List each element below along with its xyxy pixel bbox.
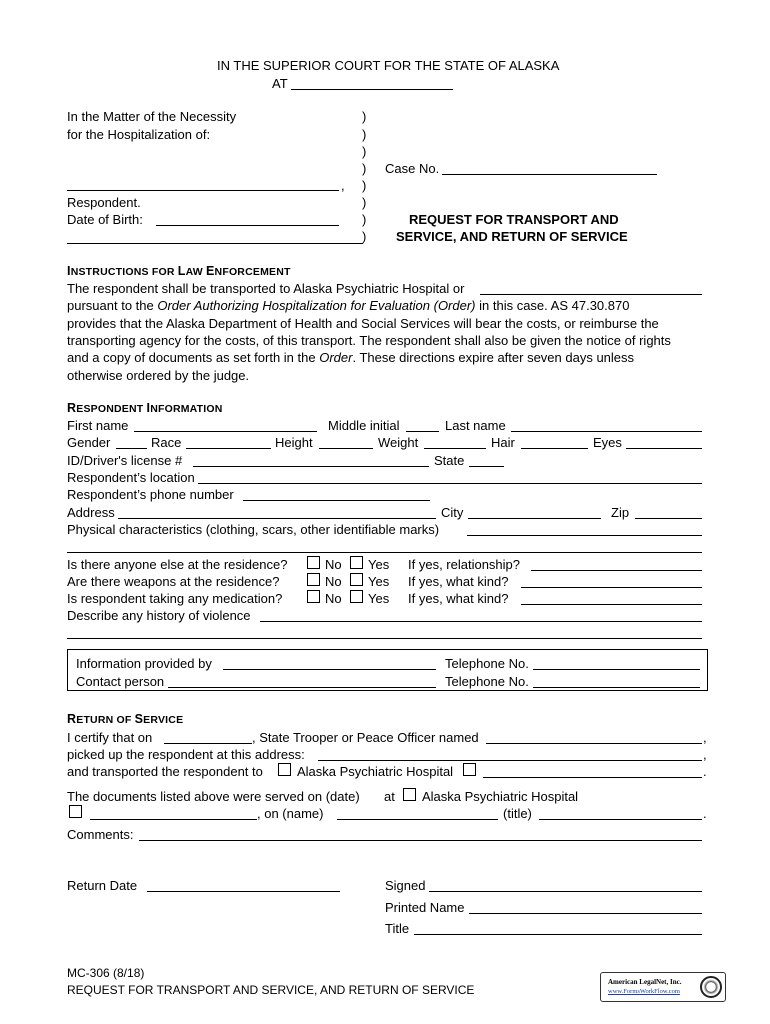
- weapons-yes-checkbox[interactable]: [350, 573, 363, 586]
- location-label: Respondent’s location: [67, 470, 195, 485]
- question-medication: Is respondent taking any medication?: [67, 591, 283, 606]
- medication-yes-checkbox[interactable]: [350, 590, 363, 603]
- transport-other-field[interactable]: [483, 777, 702, 778]
- instructions-line-2: pursuant to the Order Authorizing Hospitalization for Evaluation (Order) in this case. AS 47.30.870: [67, 298, 630, 313]
- height-label: Height: [275, 435, 313, 450]
- no-label: No: [325, 574, 342, 589]
- form-number: MC-306 (8/18): [67, 966, 145, 980]
- respondent-label: Respondent.: [67, 195, 141, 210]
- form-title-line-1: REQUEST FOR TRANSPORT AND: [409, 212, 619, 227]
- telephone-field[interactable]: [533, 669, 700, 670]
- served-title-field[interactable]: [539, 819, 702, 820]
- caption-paren: ): [362, 109, 367, 124]
- state-field[interactable]: [469, 466, 504, 467]
- address-field[interactable]: [118, 518, 436, 519]
- picked-up-label: picked up the respondent at this address:: [67, 747, 305, 762]
- instructions-line-6: otherwise ordered by the judge.: [67, 368, 250, 383]
- race-label: Race: [151, 435, 182, 450]
- question-weapons: Are there weapons at the residence?: [67, 574, 280, 589]
- transport-other-checkbox[interactable]: [463, 763, 476, 776]
- weight-field[interactable]: [424, 448, 486, 449]
- question-residence-others: Is there anyone else at the residence?: [67, 557, 288, 572]
- weapons-kind-label: If yes, what kind?: [408, 574, 509, 589]
- height-field[interactable]: [319, 448, 373, 449]
- on-name-label: , on (name): [257, 806, 324, 821]
- certify-label: I certify that on: [67, 730, 153, 745]
- caption-paren: ): [362, 212, 367, 227]
- caption-paren: ): [362, 178, 367, 193]
- middle-initial-label: Middle initial: [328, 418, 400, 433]
- middle-initial-field[interactable]: [406, 431, 439, 432]
- hair-label: Hair: [491, 435, 515, 450]
- phone-label: Respondent’s phone number: [67, 487, 234, 502]
- caption-paren: ): [362, 229, 367, 244]
- contact-person-field[interactable]: [168, 687, 436, 688]
- medication-kind-field[interactable]: [521, 604, 702, 605]
- title-paren-label: (title): [503, 806, 532, 821]
- first-name-label: First name: [67, 418, 129, 433]
- relationship-field[interactable]: [531, 570, 702, 571]
- served-other-checkbox[interactable]: [69, 805, 82, 818]
- caption-paren: ): [362, 127, 367, 142]
- weapons-no-checkbox[interactable]: [307, 573, 320, 586]
- weight-label: Weight: [378, 435, 419, 450]
- physical-field-line-2[interactable]: [67, 552, 702, 553]
- served-aph-checkbox[interactable]: [403, 788, 416, 801]
- transported-label: and transported the respondent to: [67, 764, 263, 779]
- phone-field[interactable]: [243, 500, 430, 501]
- city-field[interactable]: [468, 518, 601, 519]
- telephone-label: Telephone No.: [445, 674, 529, 689]
- docs-at-label: at: [384, 789, 395, 804]
- comments-field[interactable]: [139, 840, 702, 841]
- relationship-label: If yes, relationship?: [408, 557, 521, 572]
- violence-field-line-2[interactable]: [67, 638, 702, 639]
- return-of-service-heading: RETURN OF SERVICE: [67, 712, 184, 726]
- last-name-label: Last name: [445, 418, 506, 433]
- no-label: No: [325, 557, 342, 572]
- state-label: State: [434, 453, 465, 468]
- certify-date-field[interactable]: [164, 743, 252, 744]
- id-license-label: ID/Driver's license #: [67, 453, 183, 468]
- medication-kind-label: If yes, what kind?: [408, 591, 509, 606]
- docs-served-label: The documents listed above were served on (date): [67, 789, 360, 804]
- zip-label: Zip: [611, 505, 630, 520]
- american-legalnet-logo: American LegalNet, Inc. www.FormsWorkFlow.com: [600, 972, 726, 1002]
- served-other-field[interactable]: [90, 819, 257, 820]
- telephone-label: Telephone No.: [445, 656, 529, 671]
- address-label: Address: [67, 505, 115, 520]
- instructions-line-4: transporting agency for the costs, of this transport. The respondent shall also be given the notice of rights: [67, 333, 671, 348]
- weapons-kind-field[interactable]: [521, 587, 702, 588]
- caption-paren: ): [362, 195, 367, 210]
- title-field[interactable]: [414, 934, 702, 935]
- printed-name-label: Printed Name: [385, 900, 465, 915]
- title-label: Title: [385, 921, 410, 936]
- pickup-comma: ,: [703, 747, 707, 762]
- case-no-label: Case No.: [385, 161, 440, 176]
- pickup-address-field[interactable]: [318, 760, 702, 761]
- others-yes-checkbox[interactable]: [350, 556, 363, 569]
- instructions-line-1: The respondent shall be transported to Alaska Psychiatric Hospital or: [67, 281, 465, 296]
- others-no-checkbox[interactable]: [307, 556, 320, 569]
- aph-served-label: Alaska Psychiatric Hospital: [422, 789, 579, 804]
- eyes-label: Eyes: [593, 435, 622, 450]
- medication-no-checkbox[interactable]: [307, 590, 320, 603]
- served-name-field[interactable]: [337, 819, 498, 820]
- matter-line-2: for the Hospitalization of:: [67, 127, 211, 142]
- zip-field[interactable]: [635, 518, 702, 519]
- court-title: IN THE SUPERIOR COURT FOR THE STATE OF ALASKA: [217, 58, 560, 73]
- contact-telephone-field[interactable]: [533, 687, 700, 688]
- officer-name-field[interactable]: [486, 743, 702, 744]
- matter-line-1: In the Matter of the Necessity: [67, 109, 237, 124]
- court-at-label: AT: [272, 76, 288, 91]
- dob-field[interactable]: [156, 225, 339, 226]
- dob-label: Date of Birth:: [67, 212, 143, 227]
- info-provided-label: Information provided by: [76, 656, 212, 671]
- yes-label: Yes: [368, 591, 390, 606]
- city-label: City: [441, 505, 464, 520]
- instructions-line-5: and a copy of documents as set forth in the Order. These directions expire after seven days unless: [67, 350, 635, 365]
- yes-label: Yes: [368, 557, 390, 572]
- served-period: .: [703, 806, 707, 821]
- last-name-field[interactable]: [511, 431, 702, 432]
- seal-icon: [700, 976, 722, 998]
- info-provided-field[interactable]: [223, 669, 436, 670]
- return-date-label: Return Date: [67, 878, 138, 893]
- race-field[interactable]: [186, 448, 271, 449]
- gender-label: Gender: [67, 435, 111, 450]
- signed-label: Signed: [385, 878, 426, 893]
- comments-label: Comments:: [67, 827, 134, 842]
- gender-field[interactable]: [116, 448, 147, 449]
- first-name-field[interactable]: [134, 431, 317, 432]
- respondent-info-heading: RESPONDENT INFORMATION: [67, 401, 223, 415]
- contact-person-label: Contact person: [76, 674, 165, 689]
- respondent-name-comma: ,: [341, 178, 345, 193]
- eyes-field[interactable]: [626, 448, 702, 449]
- return-date-field[interactable]: [147, 891, 340, 892]
- transport-period: .: [703, 764, 707, 779]
- transport-aph-checkbox[interactable]: [278, 763, 291, 776]
- no-label: No: [325, 591, 342, 606]
- hair-field[interactable]: [521, 448, 588, 449]
- caption-paren: ): [362, 161, 367, 176]
- physical-label: Physical characteristics (clothing, scars, other identifiable marks): [67, 522, 440, 537]
- alt-hospital-field[interactable]: [480, 294, 702, 295]
- case-no-field[interactable]: [442, 174, 657, 175]
- violence-field[interactable]: [260, 621, 702, 622]
- caption-paren: ): [362, 144, 367, 159]
- violence-label: Describe any history of violence: [67, 608, 251, 623]
- court-location-field[interactable]: [291, 89, 453, 90]
- location-field[interactable]: [198, 483, 702, 484]
- aph-label: Alaska Psychiatric Hospital: [297, 764, 454, 779]
- instructions-line-3: provides that the Alaska Department of Health and Social Services will bear the costs, or reimburse the: [67, 316, 659, 331]
- footer-form-title: REQUEST FOR TRANSPORT AND SERVICE, AND RETURN OF SERVICE: [67, 983, 475, 997]
- signature-field[interactable]: [429, 891, 702, 892]
- printed-name-field[interactable]: [469, 913, 702, 914]
- id-license-field[interactable]: [193, 466, 429, 467]
- officer-comma: ,: [703, 730, 707, 745]
- caption-blank-line[interactable]: [67, 243, 363, 244]
- respondent-name-field[interactable]: [67, 190, 339, 191]
- physical-field[interactable]: [467, 535, 702, 536]
- form-title-line-2: SERVICE, AND RETURN OF SERVICE: [396, 229, 628, 244]
- officer-named-label: , State Trooper or Peace Officer named: [252, 730, 479, 745]
- instructions-heading: INSTRUCTIONS FOR LAW ENFORCEMENT: [67, 264, 291, 278]
- yes-label: Yes: [368, 574, 390, 589]
